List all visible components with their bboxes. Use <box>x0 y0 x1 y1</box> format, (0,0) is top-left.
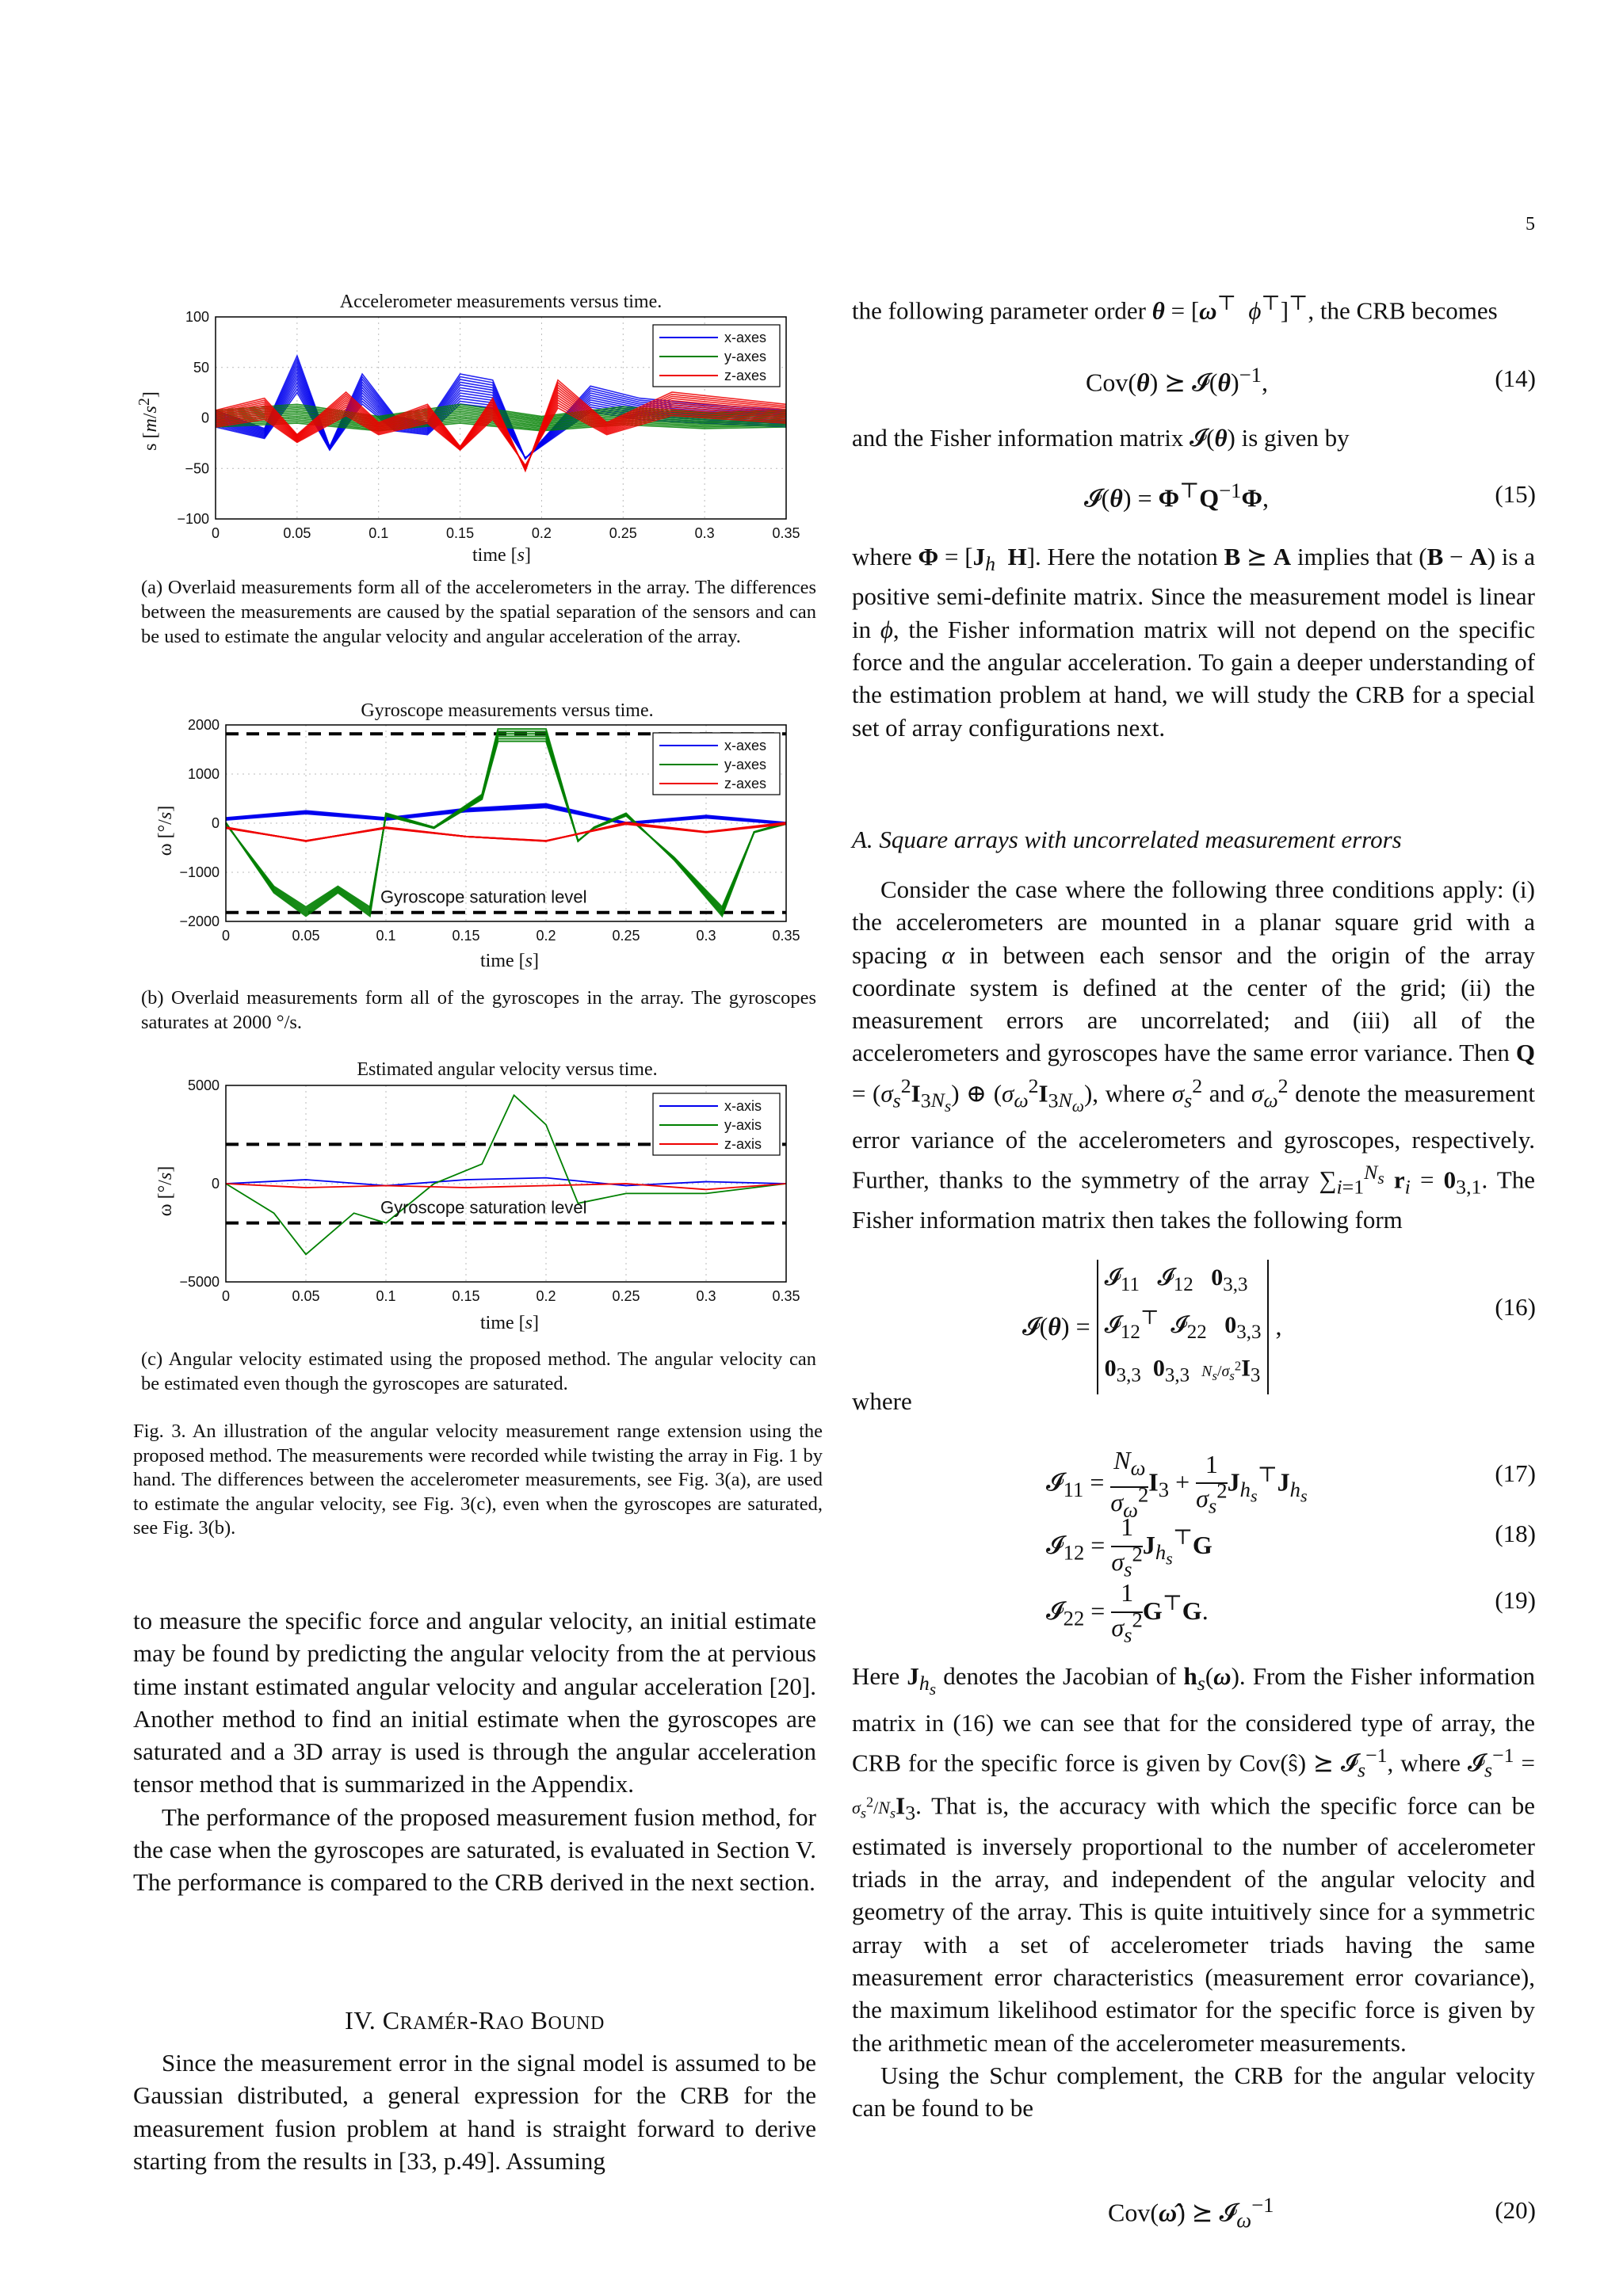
series-line-x-axis <box>226 1178 786 1186</box>
x-tick-label: 0.3 <box>696 928 716 944</box>
legend-label: z-axis <box>724 1136 762 1152</box>
subsection-title: A. Square arrays with uncorrelated measurement errors <box>852 826 1402 853</box>
x-tick-label: 0.05 <box>292 1288 320 1304</box>
y-tick-label: −1000 <box>179 864 220 880</box>
y-tick-label: 0 <box>211 1176 220 1192</box>
equation-19: 𝓘$_{22}$ = 1 $\sigma_s^2G^⊤G$. <box>1046 1578 1209 1647</box>
x-tick-label: 0.2 <box>536 928 556 944</box>
section-title: IV. CRAMÉR-RAO BOUND <box>345 2006 605 2035</box>
eq-19-number: (19) <box>1495 1586 1536 1614</box>
x-tick-label: 0 <box>221 928 231 944</box>
left-body <box>133 1604 816 1899</box>
y-tick-label: 1000 <box>187 766 220 782</box>
equation-18: 𝓘$_{12}$ = 1 $\sigma_s^2J_{h_s}^⊤G$ <box>1046 1512 1212 1581</box>
eq-17-number: (17) <box>1495 1459 1536 1487</box>
legend-label: y-axis <box>724 1117 762 1133</box>
fig-c-xlabel: time [s] <box>480 1313 539 1333</box>
fig-c-title: Estimated angular velocity versus time. <box>357 1059 658 1080</box>
fig-c-chart <box>158 1077 824 1331</box>
right-para-consider: Consider the case where the following three conditions apply: (i) the accelerometers are mounted in a planar square grid with a spacing α in between each sensor and the origin of the array coordinate system is defined at the center of the grid; (ii) the measurement errors are uncorrelated; and (iii) all of the accelerometers and gyroscopes have the same error variance. Then $Q = (\sigma_s^2I_{3N_s})$ ⊕ $(\sigma_\omega^2I_{3N_\omega})$, where $\sigma_s^2$ and $\sigma_\omega^2$ denote the measurement error variance of the accelerometers and gyroscopes, respectively. Further, thanks to the symmetry of the array $\sum_{i=1}^{N_s}$ $r_i = 0_{3,1}$. The Fisher information matrix then takes the following form <box>852 875 1536 1234</box>
legend-label: z-axes <box>724 368 767 383</box>
x-tick-label: 0.25 <box>612 1288 640 1304</box>
fig-a-title: Accelerometer measurements versus time. <box>339 292 663 312</box>
x-tick-label: 0 <box>221 1288 231 1304</box>
x-tick-label: 0.35 <box>772 928 800 944</box>
right-para-here: Here $J_{h_s}$ denotes the Jacobian of $h_s(\omega)$. From the Fisher information matrix in (16) we can see that for the considered type of array, the CRB for the specific force is given by Cov(ŝ) ⪰ 𝓘$_s^{-1}$, where 𝓘$_s^{-1}$ = $\sigma_s^2/N_sI_3$. That is, the accuracy with which the specific force can be estimated is inversely proportional to the number of accelerometer triads in the array, and independent of the angular velocity and geometry of the array. This is quite intuitively since for a symmetric array with a set of accelerometer triads having the same measurement error characteristics (measurement error covariance), the maximum likelihood estimator for the specific force is given by the arithmetic mean of the accelerometer measurements. Using the Schur complement, the CRB for the angular velocity can be found to be <box>852 1662 1535 2122</box>
fig-b-chart <box>158 717 824 971</box>
y-tick-label: −100 <box>177 511 209 527</box>
fig-a-chart <box>158 309 824 570</box>
legend-label: z-axes <box>724 776 767 791</box>
x-tick-label: 0.25 <box>612 928 640 944</box>
y-tick-label: 100 <box>185 309 209 325</box>
equation-20: Cov(ω̂) ⪰ 𝓘$_\omega^{-1}$ <box>1108 2193 1274 2233</box>
left-para-3: Since the measurement error in the signal model is assumed to be Gaussian distributed, a general expression for the CRB for the measurement fusion problem at hand is straight forward to derive starting from the results in [33, p.49]. Assuming <box>133 2049 816 2175</box>
x-tick-label: 0.15 <box>446 525 475 541</box>
fig-a-caption: (a) Overlaid measurements form all of the accelerometers in the array. The differences between the measurements are caused by the spatial separation of the sensors and can be used to estimate the angular velocity and angular acceleration of the array. <box>141 577 816 647</box>
x-tick-label: 0.25 <box>609 525 637 541</box>
y-tick-label: 2000 <box>187 717 220 733</box>
saturation-annotation: Gyroscope saturation level <box>380 1197 587 1218</box>
x-tick-label: 0.3 <box>696 1288 716 1304</box>
x-tick-label: 0.3 <box>694 525 715 541</box>
x-tick-label: 0.1 <box>376 1288 396 1304</box>
legend-label: x-axes <box>724 330 767 345</box>
fig-b-xlabel: time [s] <box>480 951 539 971</box>
x-tick-label: 0.1 <box>376 928 396 944</box>
fig-a-ylabel: s $[m/s^2]$ <box>135 391 161 451</box>
y-tick-label: 0 <box>211 815 220 831</box>
fig-c-ylabel: ω [°/s] <box>155 1165 177 1217</box>
legend-label: x-axes <box>724 738 767 753</box>
equation-16: 𝓘(θ) = 𝓘$_{11}$ 𝓘$_{12}$ $0_{3,3}$ 𝓘$_{12}$⊤ 𝓘$_{22}$ $0_{3,3}$ $0_{3,3}$ $0_{3,3}$ $N_s/\sigma_s^2I_3$ , <box>1022 1260 1281 1394</box>
legend-label: y-axes <box>724 349 767 364</box>
eq-20-number: (20) <box>1495 2196 1536 2224</box>
x-tick-label: 0.1 <box>369 525 389 541</box>
fig-b-caption: (b) Overlaid measurements form all of the gyroscopes in the array. The gyroscopes saturates at 2000 °/s. <box>141 987 816 1033</box>
page-number: 5 <box>1526 214 1535 235</box>
fig-c-caption: (c) Angular velocity estimated using the proposed method. The angular velocity can be estimated even though the gyroscopes are saturated. <box>141 1348 816 1394</box>
eq-15-number: (15) <box>1495 480 1536 508</box>
right-intro: the following parameter order θ = [ω⊤ ϕ⊤]⊤, the CRB becomes <box>852 292 1498 325</box>
equation-17: 𝓘$_{11}$ = $\frac{N_\omega}{\sigma_\omega^2}I_3 + 1$ $\sigma_s^2J_{h_s}^⊤J_{h_s}$ <box>1046 1446 1308 1522</box>
y-tick-label: −2000 <box>179 913 220 929</box>
x-tick-label: 0.05 <box>292 928 320 944</box>
y-tick-label: −5000 <box>179 1274 220 1290</box>
fig-a-xlabel: time [s] <box>472 545 531 566</box>
eq-16-number: (16) <box>1495 1293 1536 1321</box>
x-tick-label: 0 <box>211 525 220 541</box>
legend-label: y-axes <box>724 757 767 772</box>
x-tick-label: 0.15 <box>452 1288 480 1304</box>
eq-18-number: (18) <box>1495 1520 1536 1547</box>
right-para-where: where $\Phi = [J_h$ H]. Here the notation B ⪰ A implies that (B − A) is a positive semi-definite matrix. Since the measurement model is linear in ϕ, the Fisher information matrix will not depend on the specific force and the angular acceleration. To gain a deeper understanding of the estimation problem at hand, we will study the CRB for a special set of array configurations next. <box>852 543 1536 742</box>
eq-14-number: (14) <box>1495 364 1536 392</box>
series-line-z-axis <box>226 1184 786 1189</box>
x-tick-label: 0.35 <box>772 525 800 541</box>
series-line-z-axes <box>226 822 786 841</box>
fig-b-ylabel: ω [°/s] <box>155 805 177 856</box>
equation-15: 𝓘(θ) = $\Phi^⊤Q^{-1}\Phi$, <box>1084 479 1270 513</box>
fig-3-caption: Fig. 3. An illustration of the angular velocity measurement range extension using the proposed method. The measurements were recorded while twisting the array in Fig. 1 by hand. The differences between the accelerometer measurements, see Fig. 3(a), are used to estimate the angular velocity, see Fig. 3(c), even when the gyroscopes are saturated, see Fig. 3(b). <box>133 1421 823 1539</box>
x-tick-label: 0.15 <box>452 928 480 944</box>
y-tick-label: 0 <box>200 410 209 426</box>
x-tick-label: 0.2 <box>531 525 552 541</box>
saturation-annotation: Gyroscope saturation level <box>380 887 587 907</box>
x-tick-label: 0.35 <box>772 1288 800 1304</box>
y-tick-label: −50 <box>185 460 209 477</box>
fig-b-title: Gyroscope measurements versus time. <box>361 700 654 721</box>
equation-14: Cov(θ) ⪰ $𝓘(\theta)^{-1}$, <box>1086 363 1269 397</box>
left-para-1: to measure the specific force and angular velocity, an initial estimate may be found by predicting the angular velocity from the at pervious time instant estimated angular velocity and angular acceleration [20]. Another method to find an initial estimate when the gyroscopes are saturated and a 3D array is used is through the angular acceleration tensor method that is summarized in the Appendix. <box>133 1607 816 1798</box>
left-body-2 <box>133 2046 816 2177</box>
fim-line: and the Fisher information matrix 𝓘(θ) is given by <box>852 424 1350 452</box>
x-tick-label: 0.2 <box>536 1288 556 1304</box>
legend-label: x-axis <box>724 1098 762 1114</box>
left-para-2: The performance of the proposed measurement fusion method, for the case when the gyroscopes are saturated, is evaluated in Section V. The performance is compared to the CRB derived in the next section. <box>133 1802 816 1897</box>
where-word: where <box>852 1387 912 1415</box>
y-tick-label: 5000 <box>187 1077 220 1093</box>
x-tick-label: 0.05 <box>283 525 311 541</box>
y-tick-label: 50 <box>193 359 209 376</box>
